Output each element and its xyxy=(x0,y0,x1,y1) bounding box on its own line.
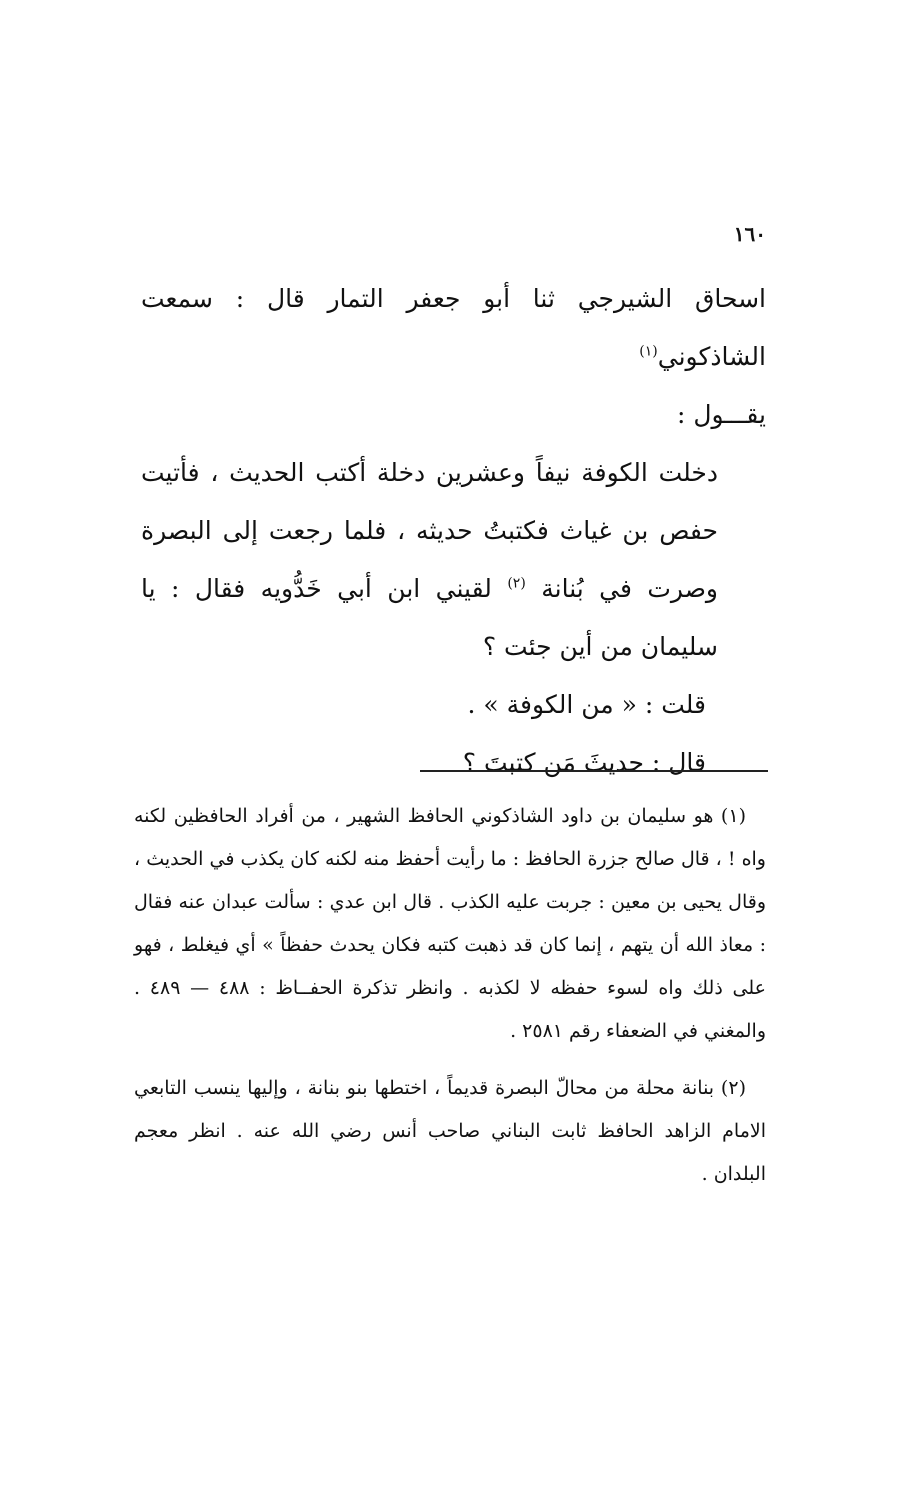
footnote-2: (٢) بنانة محلة من محالّ البصرة قديماً ، اختطها بنو بنانة ، وإليها ينسب التابعي الامام الزاهد الحافظ ثابت البناني صاحب أنس رضي الله عنه . انظر معجم البلدان . xyxy=(134,1077,766,1185)
footnote-ref-2: (٢) xyxy=(507,575,526,592)
footnote-1: (١) هو سليمان بن داود الشاذكوني الحافظ الشهير ، من أفراد الحافظين لكنه واه ! ، قال صالح جزرة الحافظ : ما رأيت أحفظ منه لكنه كان يكذب في الحديث ، وقال يحيى بن معين : جربت عليه الكذب . قال ابن عدي : سألت عبدان عنه فقال : معاذ الله أن يتهم ، إنما كان قد ذهبت كتبه فكان يحدث حفظاً » أي فيغلط ، فهو على ذلك واه لسوء حفظه لا لكذبه . وانظر تذكرة الحفــاظ : ٤٨٨ — ٤٨٩ . والمغني في الضعفاء رقم ٢٥٨١ . xyxy=(134,805,766,1042)
page-number: ١٦٠ xyxy=(733,222,766,246)
dialogue-line-1: قلت : « من الكوفة » . xyxy=(467,690,706,719)
main-paragraph xyxy=(141,444,766,676)
footnote-divider xyxy=(420,770,768,772)
footnote-ref-1: (١) xyxy=(639,343,658,360)
main-text xyxy=(141,270,766,792)
dialogue-line-2: قال : حديثَ مَن كتبتَ ؟ xyxy=(462,748,706,777)
main-paragraph-cont: لقيني ابن أبي خَدُّويه فقال : يا سليمان من أين جئت ؟ xyxy=(141,574,718,661)
opening-line-cont: يقـــول : xyxy=(676,400,766,429)
opening-line xyxy=(141,270,766,386)
main-paragraph-text: دخلت الكوفة نيفاً وعشرين دخلة أكتب الحديث ، فأتيت حفص بن غياث فكتبتُ حديثه ، فلما رجعت إلى البصرة وصرت في بُنانة xyxy=(141,458,718,603)
opening-line-text: اسحاق الشيرجي ثنا أبو جعفر التمار قال : سمعت الشاذكوني xyxy=(141,284,766,371)
footnotes xyxy=(134,795,766,1196)
